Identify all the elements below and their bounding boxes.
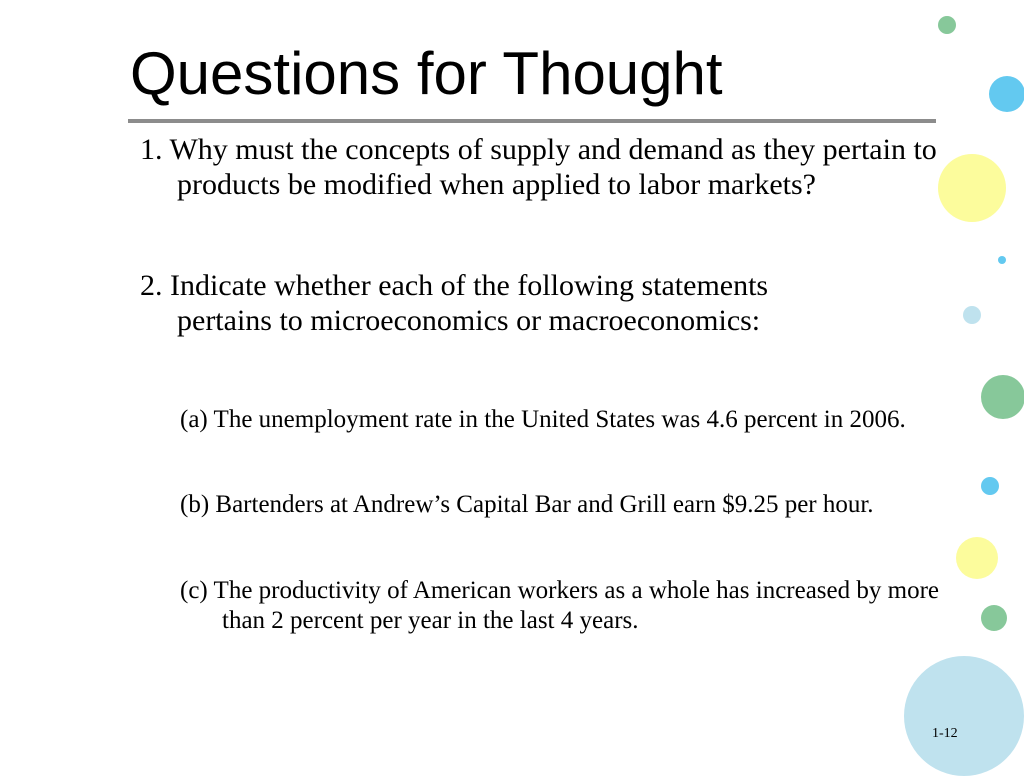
- question-2: 2. Indicate whether each of the following statements pertains to microeconomics or macroeconomics:: [140, 269, 769, 337]
- decorative-circle-light-blue-large: [904, 656, 1024, 776]
- statement-b: (b) Bartenders at Andrew’s Capital Bar and Grill earn $9.25 per hour.: [180, 491, 874, 518]
- decorative-circle-blue-tiny: [998, 256, 1006, 264]
- decorative-circle-green-medium: [981, 605, 1007, 631]
- decorative-circle-blue-small: [981, 477, 999, 495]
- decorative-circle-yellow-large: [938, 154, 1006, 222]
- statement-a: (a) The unemployment rate in the United States was 4.6 percent in 2006.: [180, 406, 906, 433]
- decorative-circle-green-small: [938, 16, 956, 34]
- title-divider: [128, 119, 936, 123]
- decorative-circle-green-large: [981, 375, 1024, 419]
- statement-c: (c) The productivity of American workers as a whole has increased by more than 2 percent per year in the last 4 years.: [180, 577, 939, 634]
- decorative-circle-blue: [989, 76, 1024, 112]
- page-number: 1-12: [932, 726, 958, 741]
- decorative-circle-light-blue-small: [963, 306, 981, 324]
- decorative-circle-yellow-medium: [956, 537, 998, 579]
- question-1: 1. Why must the concepts of supply and demand as they pertain to products be modified when applied to labor markets?: [140, 133, 937, 201]
- slide-title: Questions for Thought: [130, 40, 723, 107]
